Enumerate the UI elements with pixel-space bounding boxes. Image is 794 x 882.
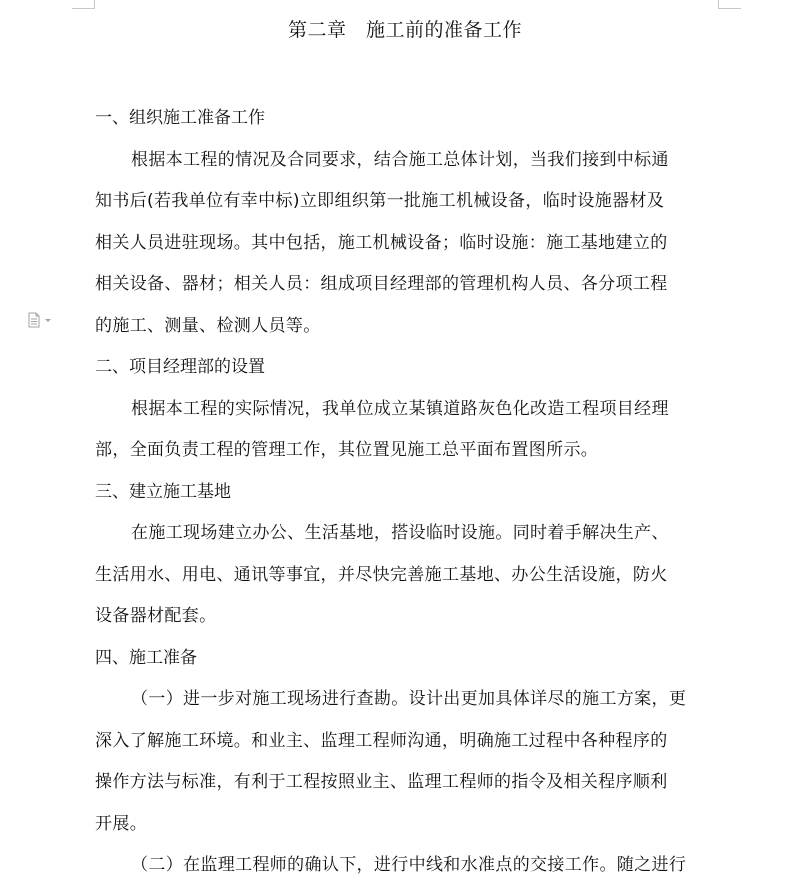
paragraph-line: 知书后(若我单位有幸中标)立即组织第一批施工机械设备，临时设施器材及 <box>95 191 665 211</box>
section-heading: 一、组织施工准备工作 <box>95 108 265 128</box>
section-heading: 二、项目经理部的设置 <box>95 357 265 377</box>
paragraph <box>95 389 735 472</box>
paragraph-line: 相关人员进驻现场。其中包括，施工机械设备；临时设施：施工基地建立的 <box>95 232 668 253</box>
crop-mark-top-right <box>718 0 741 9</box>
paragraph-line: 生活用水、用电、通讯等事宜，并尽快完善施工基地、办公生活设施，防火 <box>95 564 668 585</box>
section-heading: 三、建立施工基地 <box>95 481 231 502</box>
section-heading: 四、施工准备 <box>95 647 197 668</box>
paragraph-line: （二）在监理工程师的确认下，进行中线和水准点的交接工作。随之进行 <box>131 855 687 875</box>
paragraph <box>95 845 735 882</box>
document-body <box>95 98 735 882</box>
paragraph-line: 开展。 <box>95 813 148 834</box>
paragraph-line: （一）进一步对施工现场进行查勘。设计出更加具体详尽的施工方案，更 <box>131 689 687 709</box>
paragraph-line: 在施工现场建立办公、生活基地，搭设临时设施。同时着手解决生产、 <box>131 523 669 543</box>
paragraph <box>95 513 735 638</box>
paragraph-line: 深入了解施工环境。和业主、监理工程师沟通，明确施工过程中各种程序的 <box>95 730 668 751</box>
paragraph-line: 根据本工程的实际情况，我单位成立某镇道路灰色化改造工程项目经理 <box>131 398 669 419</box>
chapter-title: 第二章 施工前的准备工作 <box>287 19 522 41</box>
paragraph-line: 部，全面负责工程的管理工作，其位置见施工总平面布置图所示。 <box>95 440 599 460</box>
paragraph <box>95 140 735 348</box>
paragraph-line: 设备器材配套。 <box>95 606 217 626</box>
paragraph-line: 的施工、测量、检测人员等。 <box>95 315 321 336</box>
paragraph-line: 相关设备、器材；相关人员：组成项目经理部的管理机构人员、各分项工程 <box>95 274 668 294</box>
crop-mark-top-left <box>72 0 95 9</box>
paragraph-line: 操作方法与标准，有利于工程按照业主、监理工程师的指令及相关程序顺利 <box>95 772 668 792</box>
paragraph-line: 根据本工程的情况及合同要求，结合施工总体计划，当我们接到中标通 <box>131 149 669 170</box>
paragraph <box>95 679 735 845</box>
document-icon[interactable] <box>27 312 55 328</box>
